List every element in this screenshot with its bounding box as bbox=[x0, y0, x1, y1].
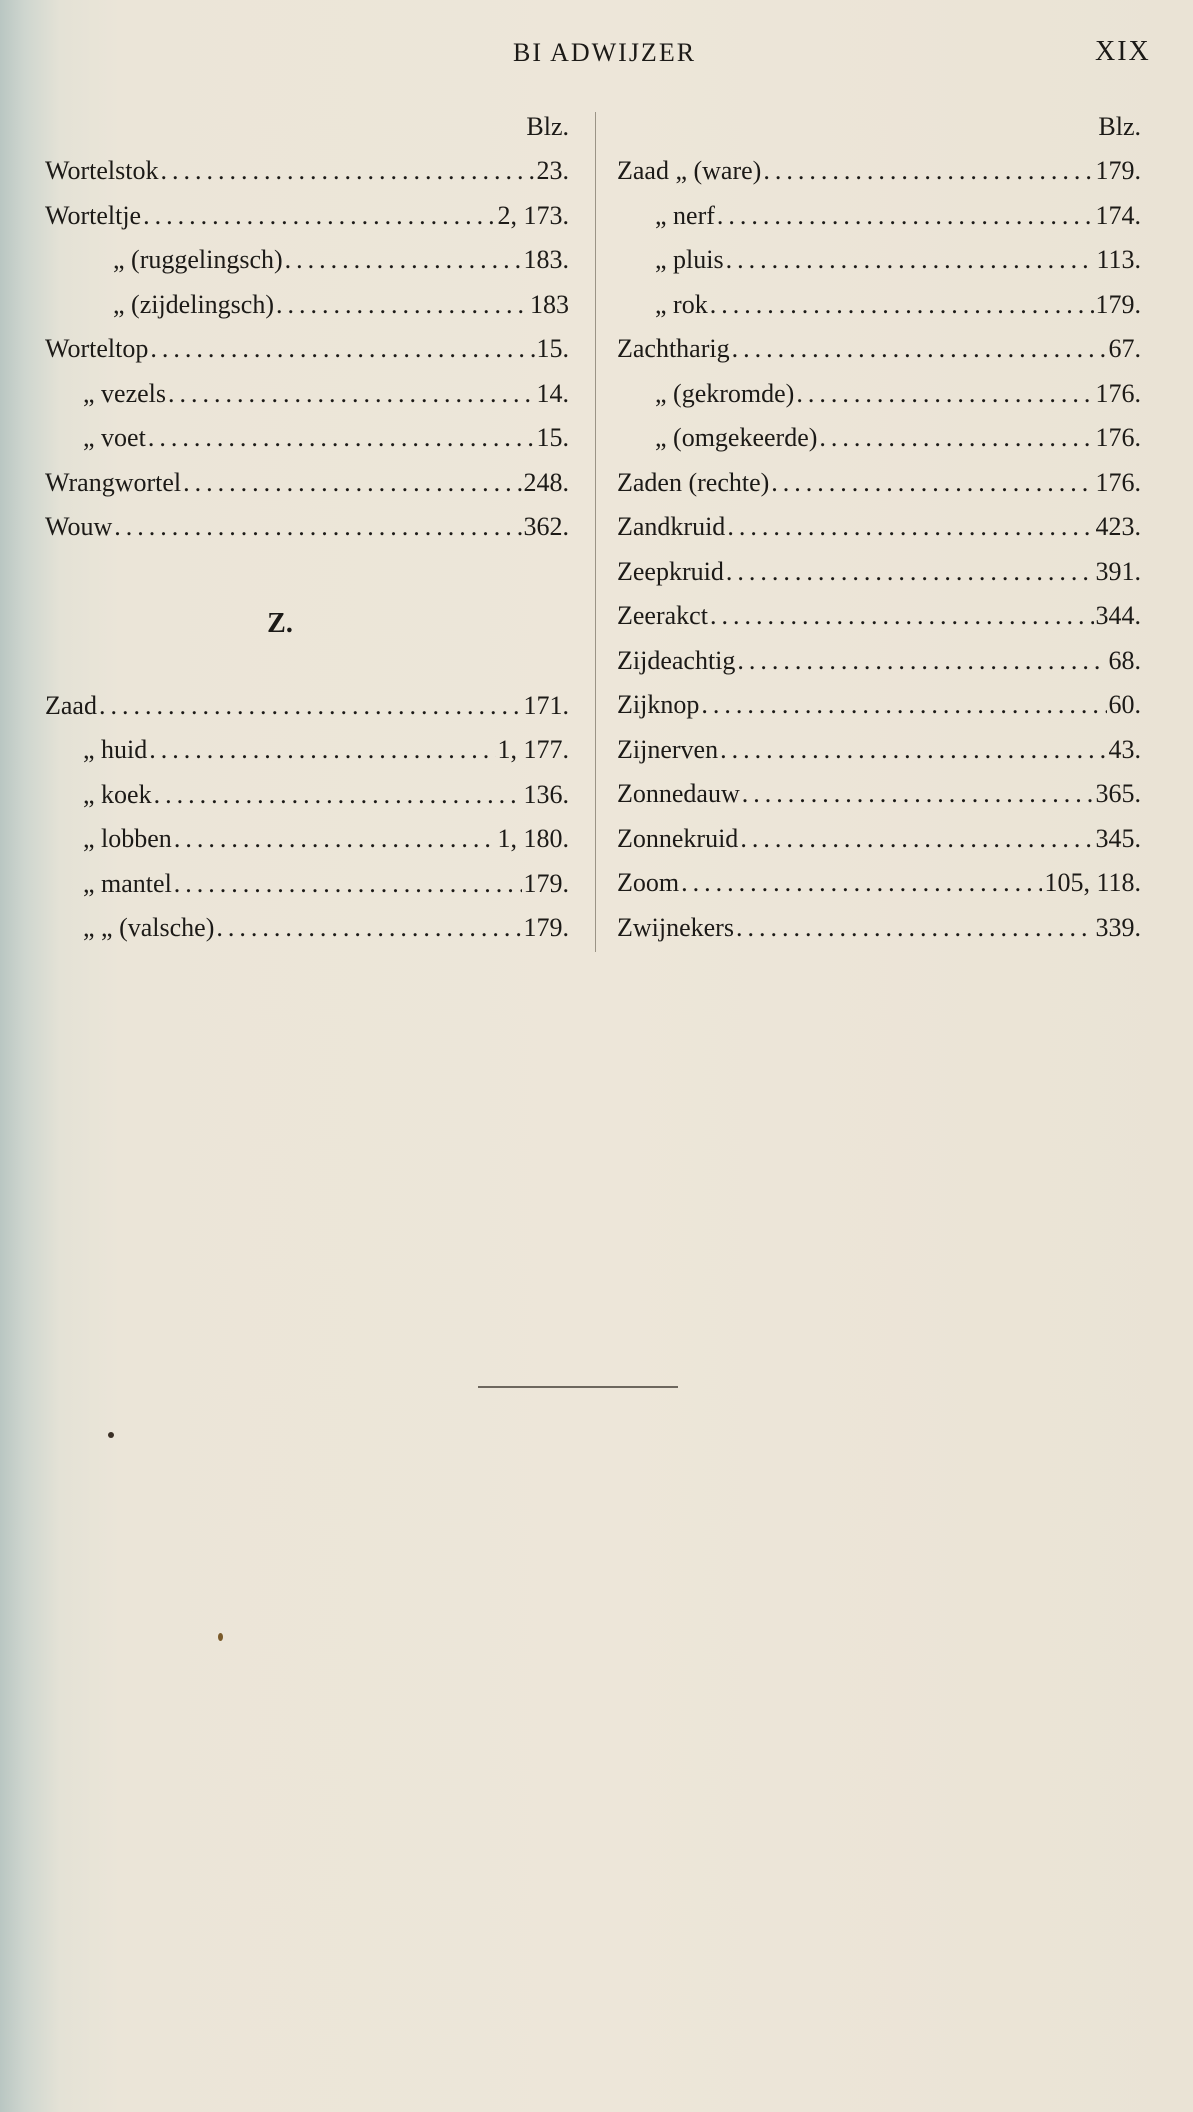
leader-dots bbox=[740, 824, 1093, 854]
index-entry bbox=[617, 245, 1147, 290]
leader-dots bbox=[720, 735, 1106, 765]
leader-dots bbox=[732, 334, 1107, 364]
entry-term: Zaden (rechte) bbox=[617, 467, 770, 497]
index-entry bbox=[45, 245, 575, 290]
entry-page-ref: 344. bbox=[1095, 601, 1141, 630]
index-entry bbox=[45, 468, 575, 513]
entry-term: Zachtharig bbox=[617, 334, 730, 363]
leader-dots bbox=[819, 423, 1093, 453]
entry-term: Zoom bbox=[617, 868, 680, 897]
index-entry bbox=[617, 379, 1147, 424]
entry-term: Zeerakct bbox=[617, 601, 708, 630]
entry-page-ref: 67. bbox=[1108, 334, 1141, 363]
index-entry bbox=[45, 735, 575, 780]
index-entry bbox=[617, 690, 1147, 735]
index-entry bbox=[617, 557, 1147, 602]
entry-page-ref: 113. bbox=[1096, 245, 1141, 274]
entry-page-ref: 176. bbox=[1095, 378, 1141, 408]
entry-term: „ „ (valsche) bbox=[83, 913, 215, 942]
entry-term: „ huid bbox=[83, 735, 148, 764]
leader-dots bbox=[717, 201, 1094, 231]
entry-term: Zijnerven bbox=[617, 734, 719, 764]
column-heading: Blz. bbox=[526, 112, 569, 141]
index-entries-w bbox=[45, 156, 575, 557]
entry-page-ref: 68. bbox=[1108, 645, 1141, 675]
leader-dots bbox=[154, 780, 522, 810]
entry-page-ref: 339. bbox=[1095, 912, 1141, 942]
leader-dots bbox=[168, 379, 534, 409]
index-entry bbox=[45, 869, 575, 914]
entry-term: Zandkruid bbox=[617, 512, 726, 541]
entry-page-ref: 1, 180. bbox=[497, 824, 569, 853]
leader-dots bbox=[216, 913, 521, 943]
leader-dots bbox=[726, 557, 1094, 587]
leader-dots bbox=[183, 468, 521, 498]
entry-page-ref: 365. bbox=[1095, 779, 1141, 808]
entry-page-ref: 1, 177. bbox=[497, 735, 569, 764]
leader-dots bbox=[143, 201, 495, 231]
entry-term: „ (omgekeerde) bbox=[655, 423, 818, 452]
entry-term: Zonnekruid bbox=[617, 823, 739, 853]
entry-page-ref: 345. bbox=[1095, 823, 1141, 853]
entry-page-ref: 15. bbox=[536, 334, 569, 363]
column-heading: Blz. bbox=[1098, 112, 1141, 141]
index-entries-z-continued bbox=[617, 156, 1147, 957]
index-entry bbox=[45, 913, 575, 958]
entry-page-ref: 23. bbox=[536, 156, 569, 185]
entry-page-ref: 179. bbox=[1095, 289, 1141, 319]
leader-dots bbox=[285, 245, 522, 275]
entry-term: „ (zijdelingsch) bbox=[113, 289, 274, 319]
leader-dots bbox=[736, 913, 1094, 943]
index-entry bbox=[45, 156, 575, 201]
index-entry bbox=[617, 201, 1147, 246]
ink-speck bbox=[108, 1432, 114, 1438]
leader-dots bbox=[726, 245, 1095, 275]
entry-page-ref: 183. bbox=[523, 245, 569, 274]
entry-page-ref: 179. bbox=[1095, 156, 1141, 185]
leader-dots bbox=[763, 156, 1093, 186]
entry-page-ref: 176. bbox=[1095, 423, 1141, 452]
entry-page-ref: 105, 118. bbox=[1044, 868, 1141, 897]
entry-term: „ rok bbox=[655, 289, 708, 319]
entry-term: Wrangwortel bbox=[45, 467, 182, 497]
index-entry bbox=[617, 824, 1147, 869]
entry-page-ref: 183 bbox=[530, 289, 569, 319]
entry-term: Wortelstok bbox=[45, 156, 159, 185]
entry-page-ref: 43. bbox=[1108, 734, 1141, 764]
index-entry bbox=[617, 601, 1147, 646]
index-column-left bbox=[45, 112, 575, 958]
entry-page-ref: 2, 173. bbox=[497, 200, 569, 230]
leader-dots bbox=[701, 690, 1106, 720]
entry-term: „ voet bbox=[83, 423, 146, 452]
entry-page-ref: 179. bbox=[523, 868, 569, 898]
index-entry bbox=[45, 334, 575, 379]
index-entry bbox=[617, 512, 1147, 557]
entry-term: Zwijnekers bbox=[617, 912, 734, 942]
index-entry bbox=[617, 334, 1147, 379]
leader-dots bbox=[710, 601, 1094, 631]
entry-term: Zijdeachtig bbox=[617, 645, 736, 675]
leader-dots bbox=[727, 512, 1093, 542]
leader-dots bbox=[710, 290, 1094, 320]
leader-dots bbox=[276, 290, 528, 320]
entry-page-ref: 136. bbox=[523, 779, 569, 809]
entry-term: „ vezels bbox=[83, 378, 167, 408]
entry-page-ref: 171. bbox=[523, 690, 569, 720]
entry-page-ref: 391. bbox=[1095, 556, 1141, 586]
index-entry bbox=[617, 290, 1147, 335]
leader-dots bbox=[148, 423, 535, 453]
leader-dots bbox=[742, 779, 1094, 809]
entry-term: Zaad „ (ware) bbox=[617, 156, 762, 185]
entry-page-ref: 174. bbox=[1095, 200, 1141, 230]
leader-dots bbox=[114, 512, 521, 542]
closing-rule bbox=[478, 1386, 678, 1388]
index-entry bbox=[617, 423, 1147, 468]
entry-page-ref: 179. bbox=[523, 913, 569, 942]
index-entry bbox=[45, 201, 575, 246]
entry-term: Wouw bbox=[45, 512, 113, 541]
leader-dots bbox=[150, 334, 534, 364]
entry-page-ref: 14. bbox=[536, 378, 569, 408]
leader-dots bbox=[796, 379, 1093, 409]
entry-page-ref: 423. bbox=[1095, 512, 1141, 541]
leader-dots bbox=[737, 646, 1106, 676]
page-number: XIX bbox=[1095, 36, 1151, 67]
leader-dots bbox=[149, 735, 495, 765]
section-letter: Z. bbox=[267, 607, 293, 639]
entry-term: Zonnedauw bbox=[617, 779, 740, 808]
entry-page-ref: 15. bbox=[536, 423, 569, 452]
leader-dots bbox=[160, 156, 534, 186]
index-entry bbox=[45, 379, 575, 424]
entry-page-ref: 248. bbox=[523, 467, 569, 497]
page-header bbox=[0, 28, 1193, 78]
entry-term: „ nerf bbox=[655, 200, 715, 230]
index-entry bbox=[45, 691, 575, 736]
column-divider bbox=[595, 112, 596, 952]
index-entry bbox=[617, 646, 1147, 691]
leader-dots bbox=[99, 691, 522, 721]
index-entry bbox=[617, 156, 1147, 201]
running-title: BI ADWIJZER bbox=[513, 38, 697, 67]
index-entry bbox=[617, 735, 1147, 780]
entry-term: Zaad bbox=[45, 690, 97, 720]
ink-speck bbox=[218, 1633, 223, 1641]
entry-term: „ (ruggelingsch) bbox=[113, 245, 283, 274]
entry-term: „ lobben bbox=[83, 824, 172, 853]
index-entry bbox=[45, 290, 575, 335]
leader-dots bbox=[174, 869, 522, 899]
entry-term: „ mantel bbox=[83, 868, 172, 898]
entry-term: „ (gekromde) bbox=[655, 378, 795, 408]
entry-page-ref: 60. bbox=[1108, 690, 1141, 719]
entry-term: „ pluis bbox=[655, 245, 724, 274]
index-entry bbox=[45, 780, 575, 825]
entry-page-ref: 176. bbox=[1095, 467, 1141, 497]
leader-dots bbox=[681, 868, 1042, 898]
entry-page-ref: 362. bbox=[523, 512, 569, 541]
index-entry bbox=[45, 824, 575, 869]
index-column-right bbox=[617, 112, 1147, 957]
index-entry bbox=[617, 913, 1147, 958]
index-entry bbox=[45, 423, 575, 468]
leader-dots bbox=[174, 824, 496, 854]
index-entry bbox=[617, 868, 1147, 913]
entry-term: Zijknop bbox=[617, 690, 700, 719]
entry-term: Zeepkruid bbox=[617, 556, 724, 586]
index-entry bbox=[617, 468, 1147, 513]
entry-term: „ koek bbox=[83, 779, 152, 809]
entry-term: Worteltje bbox=[45, 200, 142, 230]
index-entries-z bbox=[45, 691, 575, 958]
index-entry bbox=[617, 779, 1147, 824]
index-entry bbox=[45, 512, 575, 557]
entry-term: Worteltop bbox=[45, 334, 149, 363]
leader-dots bbox=[771, 468, 1093, 498]
